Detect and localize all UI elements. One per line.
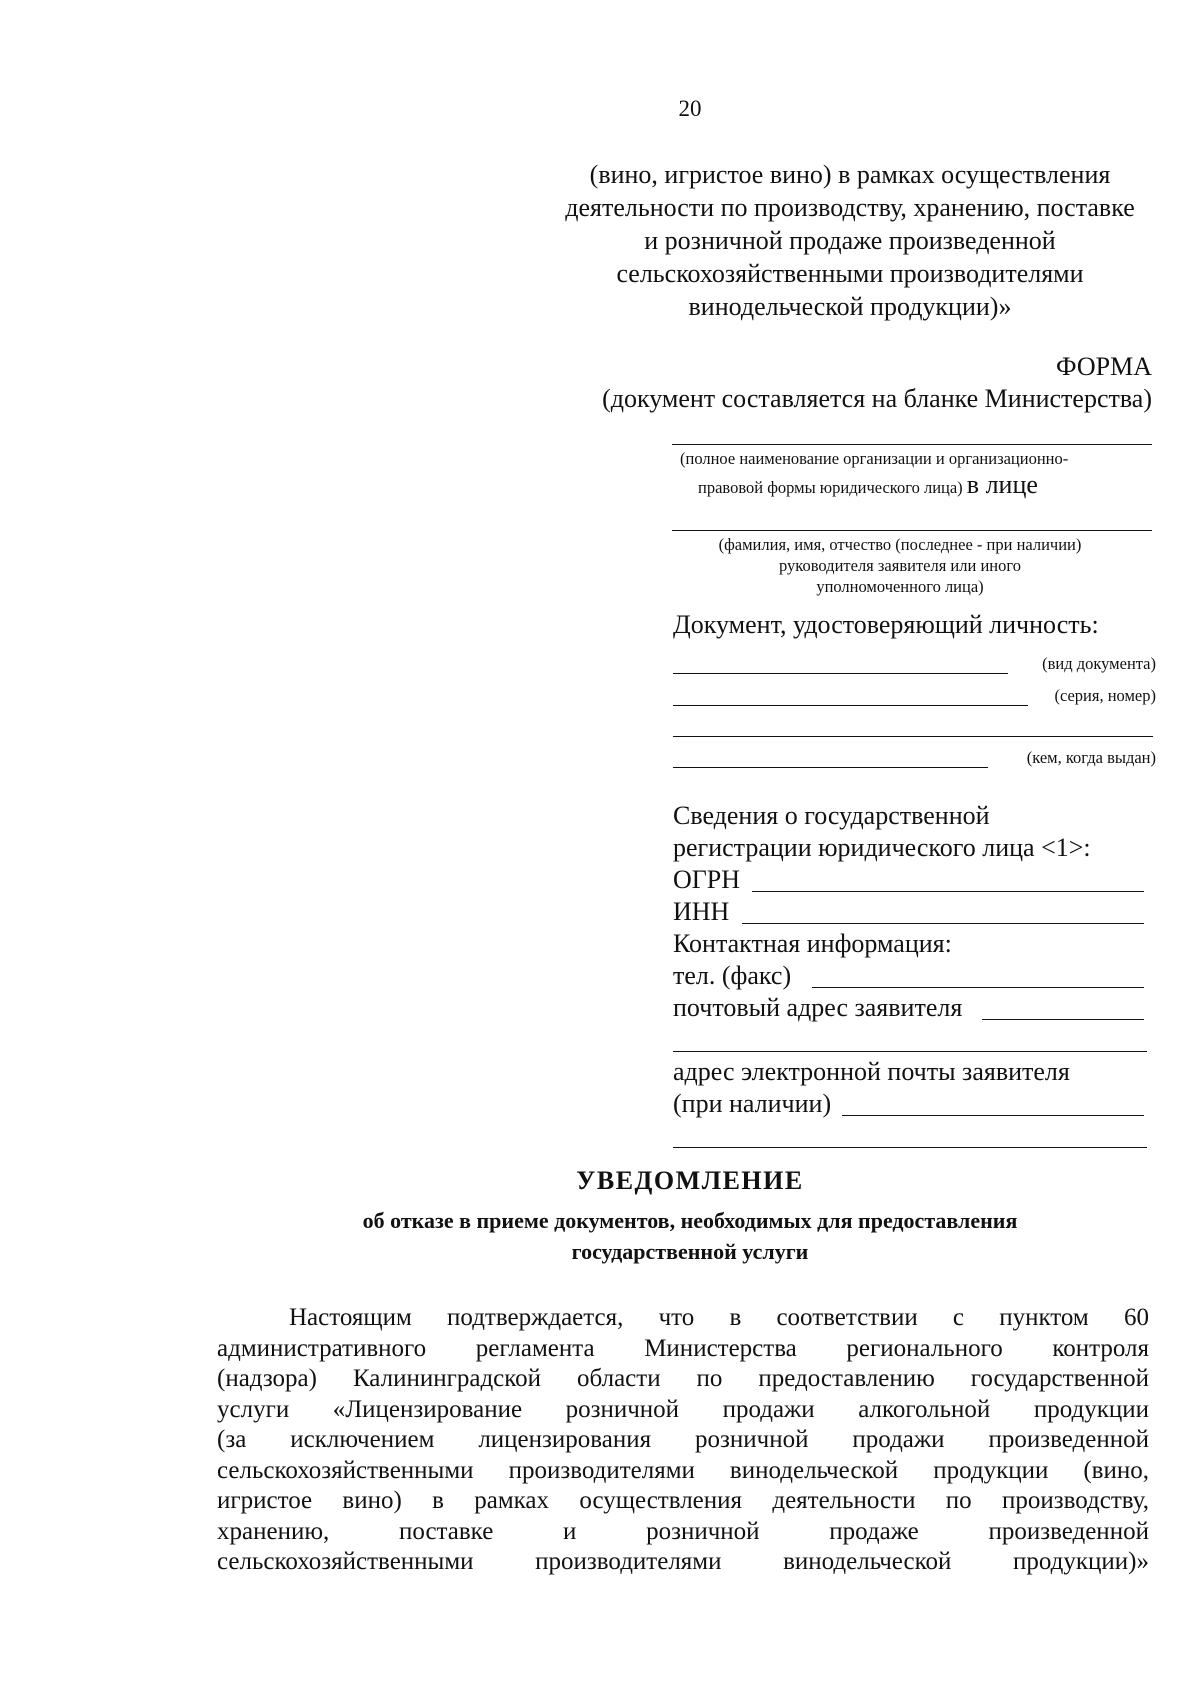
body-word: поставке bbox=[398, 1517, 494, 1545]
body-word: области bbox=[577, 1365, 661, 1392]
body-word: Настоящим bbox=[289, 1304, 412, 1331]
body-word: по bbox=[945, 1487, 972, 1514]
body-word: Министерства bbox=[644, 1334, 797, 1362]
header-line: винодельческой продукции)» bbox=[688, 292, 1012, 321]
ogrn-label: ОГРН bbox=[673, 865, 741, 894]
body-word: (надзора) bbox=[217, 1365, 317, 1392]
body-word: услуги bbox=[217, 1395, 290, 1423]
body-word: производителями bbox=[508, 1456, 695, 1484]
body-word: продукции)» bbox=[1012, 1548, 1149, 1575]
page-number: 20 bbox=[678, 96, 702, 121]
id-extra-line bbox=[673, 736, 1153, 737]
body-word: пунктом bbox=[999, 1304, 1089, 1331]
person-name-line bbox=[672, 530, 1152, 531]
header-line: и розничной продаже произведенной bbox=[644, 226, 1056, 255]
body-line bbox=[217, 1517, 1149, 1548]
header-line: деятельности по производству, хранению, поставке bbox=[565, 193, 1135, 222]
body-word: предоставлению bbox=[758, 1365, 935, 1392]
body-word: регламента bbox=[475, 1334, 595, 1362]
person-caption-line: руководителя заявителя или иного bbox=[779, 556, 1021, 575]
blank-note: (документ составляется на бланке Министерства) bbox=[602, 384, 1152, 413]
id-series-line bbox=[673, 705, 1028, 706]
person-caption-line: (фамилия, имя, отчество (последнее - при наличии) bbox=[718, 535, 1082, 554]
body-word: винодельческой bbox=[783, 1548, 952, 1575]
body-word: осуществления bbox=[579, 1487, 743, 1514]
notice-body bbox=[217, 1303, 1149, 1578]
body-word: (за bbox=[217, 1426, 247, 1453]
body-word: сельскохозяйственными bbox=[217, 1456, 474, 1484]
body-word: произведенной bbox=[988, 1426, 1149, 1453]
body-word: продукции bbox=[933, 1456, 1049, 1484]
registration-label-line1: Сведения о государственной bbox=[673, 801, 990, 830]
inn-label: ИНН bbox=[673, 897, 730, 926]
body-word: розничной bbox=[695, 1426, 809, 1453]
header-line: (вино, игристое вино) в рамках осуществления bbox=[589, 160, 1111, 189]
body-word: рамках bbox=[474, 1487, 550, 1514]
body-word: с bbox=[952, 1304, 965, 1331]
body-word: производителями bbox=[535, 1548, 722, 1575]
ogrn-field[interactable] bbox=[752, 891, 1144, 892]
body-line bbox=[217, 1486, 1149, 1517]
id-issued-label: (кем, когда выдан) bbox=[1026, 748, 1156, 767]
email-label-line1: адрес электронной почты заявителя bbox=[673, 1057, 1070, 1086]
body-line bbox=[217, 1364, 1149, 1395]
org-caption-line2 bbox=[698, 470, 1038, 499]
body-word: игристое bbox=[217, 1487, 313, 1514]
notice-title: УВЕДОМЛЕНИЕ bbox=[576, 1166, 804, 1195]
body-word: производству, bbox=[1001, 1487, 1149, 1514]
header-line: сельскохозяйственными производителями bbox=[616, 259, 1084, 288]
body-word: (вино, bbox=[1083, 1456, 1149, 1484]
inn-field[interactable] bbox=[742, 923, 1144, 924]
body-word: и bbox=[563, 1517, 577, 1545]
body-word: хранению, bbox=[217, 1517, 330, 1545]
email-field[interactable] bbox=[842, 1115, 1144, 1116]
body-word: вино) bbox=[342, 1487, 402, 1514]
body-word: алкогольной bbox=[858, 1395, 991, 1423]
body-word: что bbox=[658, 1304, 695, 1331]
body-word: исключением bbox=[290, 1426, 435, 1453]
body-line bbox=[217, 1395, 1149, 1426]
body-word: продукции bbox=[1033, 1395, 1149, 1423]
org-caption-line1: (полное наименование организации и организационно- bbox=[680, 449, 1069, 468]
registration-label-line2: регистрации юридического лица <1>: bbox=[673, 833, 1091, 862]
id-series-label: (серия, номер) bbox=[1054, 686, 1156, 705]
org-caption-text: правовой формы юридического лица) bbox=[698, 478, 963, 497]
phone-field[interactable] bbox=[812, 987, 1144, 988]
body-line bbox=[217, 1334, 1149, 1365]
phone-label: тел. (факс) bbox=[673, 961, 792, 990]
postal-field-cont[interactable] bbox=[673, 1051, 1147, 1052]
org-caption-tail: в лице bbox=[966, 470, 1038, 499]
body-word: административного bbox=[217, 1334, 427, 1362]
notice-subtitle-line: об отказе в приеме документов, необходимых для предоставления bbox=[362, 1208, 1018, 1233]
body-line bbox=[217, 1456, 1149, 1487]
email-field-cont[interactable] bbox=[673, 1147, 1147, 1148]
id-issued-line bbox=[673, 767, 988, 768]
body-word: продажи bbox=[722, 1395, 815, 1423]
body-line bbox=[217, 1547, 1149, 1578]
body-line bbox=[217, 1425, 1149, 1456]
body-word: продажи bbox=[852, 1426, 945, 1453]
body-word: «Лицензирование bbox=[332, 1395, 523, 1423]
body-word: деятельности bbox=[772, 1487, 916, 1514]
header-continuation bbox=[520, 158, 1180, 323]
person-caption-line: уполномоченного лица) bbox=[816, 577, 984, 596]
body-word: продаже bbox=[829, 1517, 919, 1545]
body-word: 60 bbox=[1123, 1304, 1149, 1331]
body-word: лицензирования bbox=[478, 1426, 652, 1453]
body-word: регионального bbox=[846, 1334, 1003, 1362]
postal-field[interactable] bbox=[982, 1019, 1144, 1020]
body-word: в bbox=[432, 1487, 444, 1514]
form-label: ФОРМА bbox=[1056, 352, 1152, 381]
person-caption bbox=[660, 534, 1140, 597]
org-name-line bbox=[672, 444, 1152, 445]
email-label-line2: (при наличии) bbox=[673, 1089, 832, 1118]
body-word: винодельческой bbox=[729, 1456, 899, 1484]
body-word: розничной bbox=[565, 1395, 680, 1423]
body-word: Калининградской bbox=[352, 1365, 542, 1392]
contact-label: Контактная информация: bbox=[673, 929, 952, 958]
notice-subtitle bbox=[200, 1205, 1180, 1267]
body-word: по bbox=[696, 1365, 723, 1392]
body-word: сельскохозяйственными bbox=[217, 1548, 474, 1575]
body-word: подтверждается, bbox=[447, 1304, 624, 1331]
body-word: контроля bbox=[1052, 1334, 1149, 1362]
id-doc-type-line bbox=[673, 673, 1008, 674]
notice-subtitle-line: государственной услуги bbox=[571, 1239, 809, 1264]
body-word: розничной bbox=[646, 1517, 760, 1545]
body-word: произведенной bbox=[988, 1517, 1149, 1545]
body-line bbox=[217, 1303, 1149, 1334]
id-doc-label: Документ, удостоверяющий личность: bbox=[673, 610, 1099, 639]
body-word: государственной bbox=[970, 1365, 1149, 1392]
body-word: в bbox=[729, 1304, 742, 1331]
body-word: соответствии bbox=[776, 1304, 918, 1331]
postal-label: почтовый адрес заявителя bbox=[673, 993, 963, 1022]
id-doc-type-label: (вид документа) bbox=[1042, 654, 1156, 673]
